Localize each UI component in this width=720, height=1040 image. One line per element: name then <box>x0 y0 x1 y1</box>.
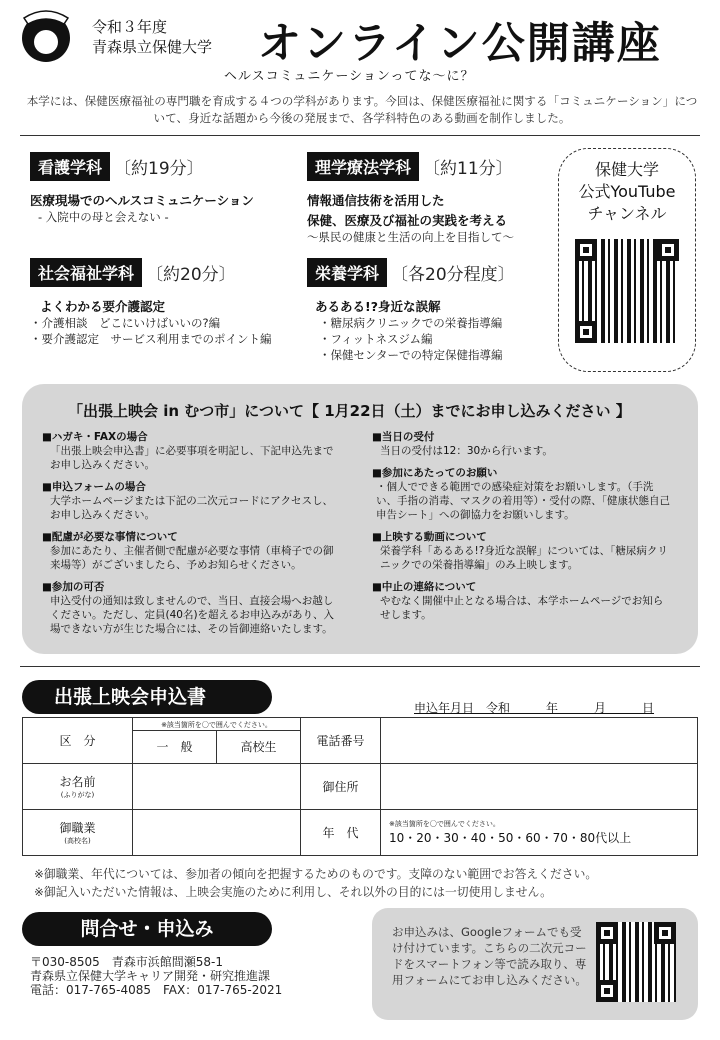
dept-nutrition <box>307 258 557 363</box>
contact-org: 青森県立保健大学キャリア開発・研究推進課 <box>30 969 271 983</box>
divider <box>20 135 700 136</box>
dept-subtitle: 医療現場でのヘルスコミュニケーション <box>30 193 254 208</box>
info-text: やむなく開催中止となる場合は、本学ホームページでお知らせします。 <box>380 595 664 621</box>
info-heading: ■申込フォームの場合 <box>42 481 146 493</box>
info-text: 当日の受付は12：30から行います。 <box>380 445 553 457</box>
age-choices: 10・20・30・40・50・60・70・80代以上 <box>389 831 632 845</box>
dept-title: 理学療法学科 <box>307 152 419 181</box>
job-label-text: 御職業 <box>59 821 96 835</box>
contact-title: 問合せ・申込み <box>22 912 272 946</box>
info-text: 申込受付の通知は致しませんので、当日、直接会場へお越しください。ただし、定員(40名)を超えるお申込みがあり、入場できない方が生じた場合には、その旨御連絡いたします。 <box>50 595 335 635</box>
contact-address: 〒030-8505 青森市浜館間瀬58-1 <box>30 955 224 969</box>
phone-label: 電話番号 <box>301 718 381 764</box>
application-form-table <box>22 717 698 856</box>
info-text: ・個人でできる範囲での感染症対策をお願いします。（手洗い、手指の消毒、マスクの着用等）・受付の際、「健康状態自己申告シート」への御協力をお願いします。 <box>376 481 670 521</box>
age-label: 年 代 <box>301 810 381 856</box>
info-heading: ■当日の受付 <box>372 431 435 443</box>
university-logo <box>16 8 80 64</box>
job-label <box>23 810 133 856</box>
info-right-column <box>372 430 672 622</box>
phone-field[interactable] <box>381 718 698 764</box>
google-form-text: お申込みは、Googleフォームでも受け付けています。こちらの二次元コードをスマートフォン等で読み取り、専用フォームにてお申し込みください。 <box>392 925 587 987</box>
dept-item: - 入院中の母と会えない - <box>38 210 169 224</box>
dept-subtitle: 保健、医療及び福祉の実践を考える <box>307 213 508 228</box>
dept-title: 社会福祉学科 <box>30 258 142 287</box>
info-text: 大学ホームページまたは下記の二次元コードにアクセスし、お申し込みください。 <box>50 495 333 521</box>
qr-marker <box>575 239 597 261</box>
note-item: ※御職業、年代については、参加者の傾向を把握するためのものです。支障のない範囲でお答えください。 <box>34 867 598 881</box>
category-options <box>133 718 301 764</box>
form-notes <box>34 865 597 901</box>
dept-duration: 〔約19分〕 <box>114 159 204 179</box>
intro-text: 本学には、保健医療福祉の専門職を育成する４つの学科があります。今回は、保健医療福祉に関する「コミュニケーション」について、身近な話題から今後の発展まで、各学科特色のある動画を制作しました。 <box>26 94 698 125</box>
dept-title: 看護学科 <box>30 152 110 181</box>
info-heading: ■配慮が必要な事情について <box>42 531 178 543</box>
youtube-channel-box <box>558 148 696 372</box>
circle-note: ※該当箇所を〇で囲んでください。 <box>389 820 500 828</box>
age-options[interactable] <box>381 810 698 856</box>
dept-nursing <box>30 152 300 225</box>
info-left-column <box>42 430 338 636</box>
info-heading: ■上映する動画について <box>372 531 487 543</box>
qr-marker <box>596 922 618 944</box>
name-field[interactable] <box>133 764 301 810</box>
address-field[interactable] <box>381 764 698 810</box>
job-field[interactable] <box>133 810 301 856</box>
info-title: 「出張上映会 in むつ市」について【 1月22日（土）までにお申し込みください 】 <box>68 402 631 420</box>
dept-title: 栄養学科 <box>307 258 387 287</box>
qr-marker <box>596 980 618 1002</box>
name-label-text: お名前 <box>59 775 96 789</box>
dept-duration: 〔約11分〕 <box>423 159 513 179</box>
option-general[interactable]: 一 般 <box>133 731 217 763</box>
page-title: オンライン公開講座 <box>258 19 662 69</box>
qr-marker <box>657 239 679 261</box>
header-university: 青森県立保健大学 <box>92 38 213 56</box>
divider <box>20 666 700 667</box>
qr-marker <box>654 922 676 944</box>
dept-subtitle: よくわかる要介護認定 <box>40 299 166 314</box>
youtube-label: チャンネル <box>587 204 667 223</box>
info-heading: ■中止の連絡について <box>372 581 477 593</box>
dept-subtitle: あるある!?身近な誤解 <box>315 299 441 314</box>
dept-item: ・要介護認定 サービス利用までのポイント編 <box>30 332 272 346</box>
google-form-qr-code[interactable] <box>596 922 676 1002</box>
note-item: ※御記入いただいた情報は、上映会実施のために利用し、それ以外の目的には一切使用しません。 <box>34 885 552 899</box>
dept-subtitle: 情報通信技術を活用した <box>307 193 445 208</box>
category-label: 区 分 <box>23 718 133 764</box>
qr-marker <box>575 321 597 343</box>
header-year: 令和３年度 <box>92 18 168 36</box>
info-text: 参加にあたり、主催者側で配慮が必要な事情（車椅子での御来場等）がございましたら、予めお知らせください。 <box>50 545 334 571</box>
youtube-qr-code[interactable] <box>575 239 679 343</box>
info-heading: ■参加の可否 <box>42 581 105 593</box>
dept-item: ～県民の健康と生活の向上を目指して～ <box>307 230 514 244</box>
form-title: 出張上映会申込書 <box>22 680 272 714</box>
info-heading: ■ハガキ・FAXの場合 <box>42 431 148 443</box>
dept-item: ・フィットネスジム編 <box>319 332 433 346</box>
name-label <box>23 764 133 810</box>
dept-duration: 〔約20分〕 <box>146 265 236 285</box>
name-kana-label: (ふりがな) <box>60 791 95 799</box>
dept-item: ・介護相談 どこにいけばいいの?編 <box>30 316 221 330</box>
youtube-label: 公式YouTube <box>578 182 676 201</box>
dept-physical-therapy <box>307 152 557 245</box>
school-label: (高校名) <box>64 837 91 845</box>
dept-duration: 〔各20分程度〕 <box>391 265 515 285</box>
address-label: 御住所 <box>301 764 381 810</box>
option-highschool[interactable]: 高校生 <box>240 739 277 754</box>
contact-info <box>30 955 282 997</box>
page-subtitle: ヘルスコミュニケーションってな～に？ <box>224 69 475 84</box>
dept-item: ・糖尿病クリニックでの栄養指導編 <box>319 316 503 330</box>
info-text: 栄養学科「あるある!?身近な誤解」については、「糖尿病クリニックでの栄養指導編」のみ上映します。 <box>380 545 668 571</box>
form-date-line: 申込年月日 令和 年 月 日 <box>414 701 655 715</box>
contact-tel: 電話：017-765-4085 FAX：017-765-2021 <box>30 983 283 997</box>
info-heading: ■参加にあたってのお願い <box>372 467 498 479</box>
info-text: 「出張上映会申込書」に必要事項を明記し、下記申込先までお申し込みください。 <box>50 445 334 471</box>
dept-item: ・保健センターでの特定保健指導編 <box>319 348 503 362</box>
circle-note: ※該当箇所を〇で囲んでください。 <box>133 719 300 731</box>
youtube-label: 保健大学 <box>594 160 659 179</box>
dept-social-welfare <box>30 258 310 347</box>
